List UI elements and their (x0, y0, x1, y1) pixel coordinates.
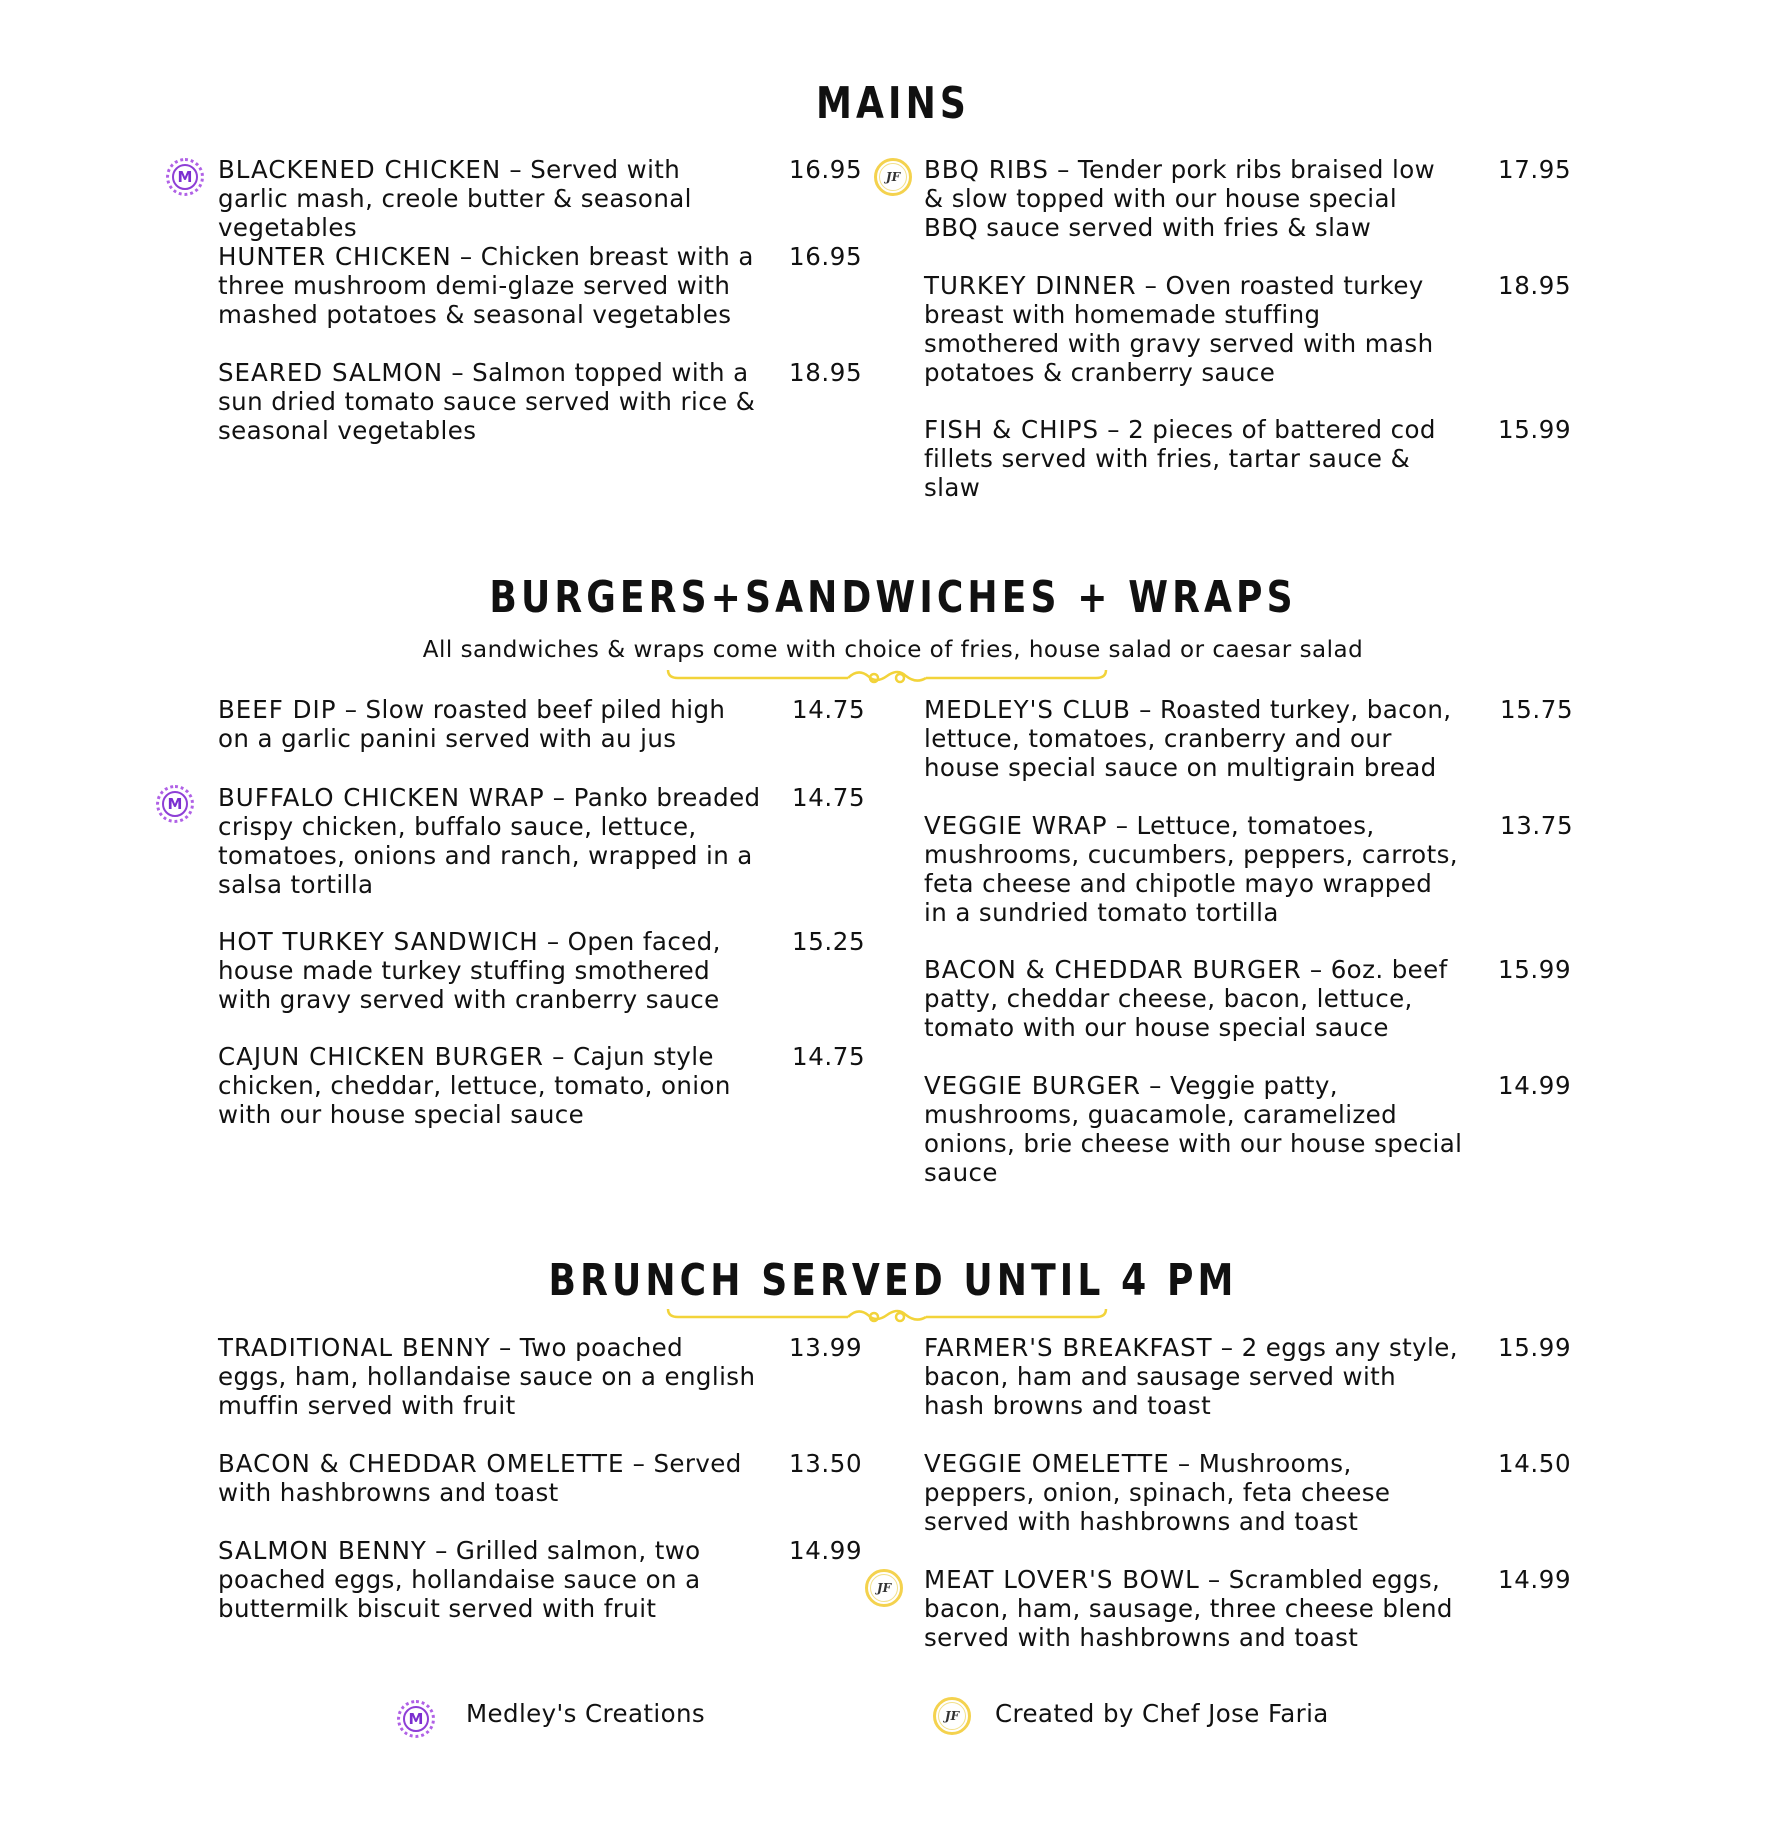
ornamental-divider (664, 1305, 1110, 1329)
item-name: SEARED SALMON (218, 358, 444, 387)
item-price: 15.99 (1498, 415, 1572, 444)
section-title-burgers: BURGERS+SANDWICHES + WRAPS (489, 572, 1297, 623)
item-name: VEGGIE WRAP (924, 811, 1108, 840)
item-price: 15.25 (792, 927, 866, 956)
menu-item (924, 1071, 1464, 1187)
chef-badge-letters: JF (870, 1574, 898, 1602)
menu-item (218, 242, 758, 329)
item-price: 17.95 (1498, 155, 1572, 184)
item-description: – Veggie patty, mushrooms, guacamole, caramelized onions, brie cheese with our house special sauce (924, 1071, 1463, 1187)
item-name: BACON & CHEDDAR BURGER (924, 955, 1302, 984)
chef-badge-letters: JF (938, 1702, 966, 1730)
menu-item (218, 358, 758, 445)
item-description: – Served with garlic mash, creole butter & seasonal vegetables (218, 155, 692, 242)
item-description: – 6oz. beef patty, cheddar cheese, bacon, lettuce, tomato with our house special sauce (924, 955, 1448, 1042)
menu-item (924, 1333, 1464, 1420)
item-name: HOT TURKEY SANDWICH (218, 927, 539, 956)
item-description: – Open faced, house made turkey stuffing smothered with gravy served with cranberry sauce (218, 927, 721, 1014)
item-price: 16.95 (789, 242, 863, 271)
menu-item (924, 1449, 1469, 1536)
medley-badge-letter: M (162, 791, 188, 817)
item-name: TRADITIONAL BENNY (218, 1333, 491, 1362)
medley-creation-icon (397, 1700, 435, 1738)
section-subtitle: All sandwiches & wraps come with choice of fries, house salad or caesar salad (422, 637, 1364, 663)
item-name: BBQ RIBS (924, 155, 1049, 184)
item-name: CAJUN CHICKEN BURGER (218, 1042, 544, 1071)
menu-item (924, 955, 1459, 1042)
item-price: 15.99 (1498, 955, 1572, 984)
chef-jose-icon (933, 1697, 971, 1735)
menu-item (924, 271, 1459, 387)
menu-item (924, 811, 1459, 927)
item-description: – Served with hashbrowns and toast (218, 1449, 742, 1507)
ornamental-divider (664, 666, 1110, 690)
menu-item (218, 783, 763, 899)
item-description: – Two poached eggs, ham, hollandaise sauce on a english muffin served with fruit (218, 1333, 756, 1420)
item-name: MEDLEY'S CLUB (924, 695, 1131, 724)
item-description: – 2 pieces of battered cod fillets served with fries, tartar sauce & slaw (924, 415, 1436, 502)
item-description: – 2 eggs any style, bacon, ham and sausage served with hash browns and toast (924, 1333, 1458, 1420)
legend-chef-creations: Created by Chef Jose Faria (995, 1699, 1329, 1728)
chef-jose-icon (865, 1569, 903, 1607)
item-price: 14.99 (1498, 1565, 1572, 1594)
item-description: – Scrambled eggs, bacon, ham, sausage, three cheese blend served with hashbrowns and toast (924, 1565, 1453, 1652)
chef-badge-letters: JF (879, 163, 907, 191)
menu-item (218, 1042, 758, 1129)
item-description: – Grilled salmon, two poached eggs, hollandaise sauce on a buttermilk biscuit served with fruit (218, 1536, 701, 1623)
item-description: – Tender pork ribs braised low & slow topped with our house special BBQ sauce served with fries & slaw (924, 155, 1436, 242)
item-price: 13.99 (789, 1333, 863, 1362)
item-name: BUFFALO CHICKEN WRAP (218, 783, 545, 812)
item-description: – Salmon topped with a sun dried tomato sauce served with rice & seasonal vegetables (218, 358, 756, 445)
item-description: – Chicken breast with a three mushroom demi-glaze served with mashed potatoes & seasonal vegetables (218, 242, 754, 329)
item-name: VEGGIE OMELETTE (924, 1449, 1170, 1478)
item-name: SALMON BENNY (218, 1536, 427, 1565)
item-name: BEEF DIP (218, 695, 337, 724)
item-price: 13.75 (1500, 811, 1574, 840)
menu-item (924, 155, 1459, 242)
item-price: 14.75 (792, 1042, 866, 1071)
item-description: – Lettuce, tomatoes, mushrooms, cucumbers, peppers, carrots, feta cheese and chipotle mayo wrapped in a sundried tomato tortilla (924, 811, 1458, 927)
item-price: 15.75 (1500, 695, 1574, 724)
item-price: 18.95 (1498, 271, 1572, 300)
item-price: 14.75 (792, 695, 866, 724)
medley-creation-icon (166, 158, 204, 196)
item-price: 15.99 (1498, 1333, 1572, 1362)
menu-item (218, 155, 758, 242)
item-name: BLACKENED CHICKEN (218, 155, 502, 184)
item-name: FISH & CHIPS (924, 415, 1100, 444)
item-price: 16.95 (789, 155, 863, 184)
item-description: – Panko breaded crispy chicken, buffalo sauce, lettuce, tomatoes, onions and ranch, wrapped in a salsa tortilla (218, 783, 761, 899)
item-price: 14.99 (789, 1536, 863, 1565)
item-price: 18.95 (789, 358, 863, 387)
item-name: TURKEY DINNER (924, 271, 1137, 300)
section-title-mains: MAINS (816, 78, 970, 129)
item-description: – Mushrooms, peppers, onion, spinach, feta cheese served with hashbrowns and toast (924, 1449, 1391, 1536)
legend-medley-creations: Medley's Creations (466, 1699, 706, 1728)
item-name: FARMER'S BREAKFAST (924, 1333, 1213, 1362)
medley-creation-icon (156, 785, 194, 823)
item-name: VEGGIE BURGER (924, 1071, 1141, 1100)
section-title-brunch: BRUNCH SERVED UNTIL 4 PM (548, 1255, 1238, 1306)
item-description: – Oven roasted turkey breast with homemade stuffing smothered with gravy served with mash potatoes & cranberry sauce (924, 271, 1434, 387)
item-description: – Slow roasted beef piled high on a garlic panini served with au jus (218, 695, 726, 753)
item-price: 14.75 (792, 783, 866, 812)
item-price: 14.99 (1498, 1071, 1572, 1100)
item-name: BACON & CHEDDAR OMELETTE (218, 1449, 625, 1478)
item-description: – Cajun style chicken, cheddar, lettuce, tomato, onion with our house special sauce (218, 1042, 731, 1129)
menu-item (924, 1565, 1459, 1652)
menu-item (218, 1449, 763, 1507)
menu-item (218, 927, 758, 1014)
medley-badge-letter: M (403, 1706, 429, 1732)
item-name: HUNTER CHICKEN (218, 242, 452, 271)
item-description: – Roasted turkey, bacon, lettuce, tomatoes, cranberry and our house special sauce on multigrain bread (924, 695, 1452, 782)
menu-item (924, 695, 1459, 782)
menu-item (218, 1536, 758, 1623)
item-price: 14.50 (1498, 1449, 1572, 1478)
menu-item (218, 695, 758, 753)
medley-badge-letter: M (172, 164, 198, 190)
menu-item (218, 1333, 758, 1420)
menu-item (924, 415, 1459, 502)
item-price: 13.50 (789, 1449, 863, 1478)
item-name: MEAT LOVER'S BOWL (924, 1565, 1200, 1594)
chef-jose-icon (874, 158, 912, 196)
